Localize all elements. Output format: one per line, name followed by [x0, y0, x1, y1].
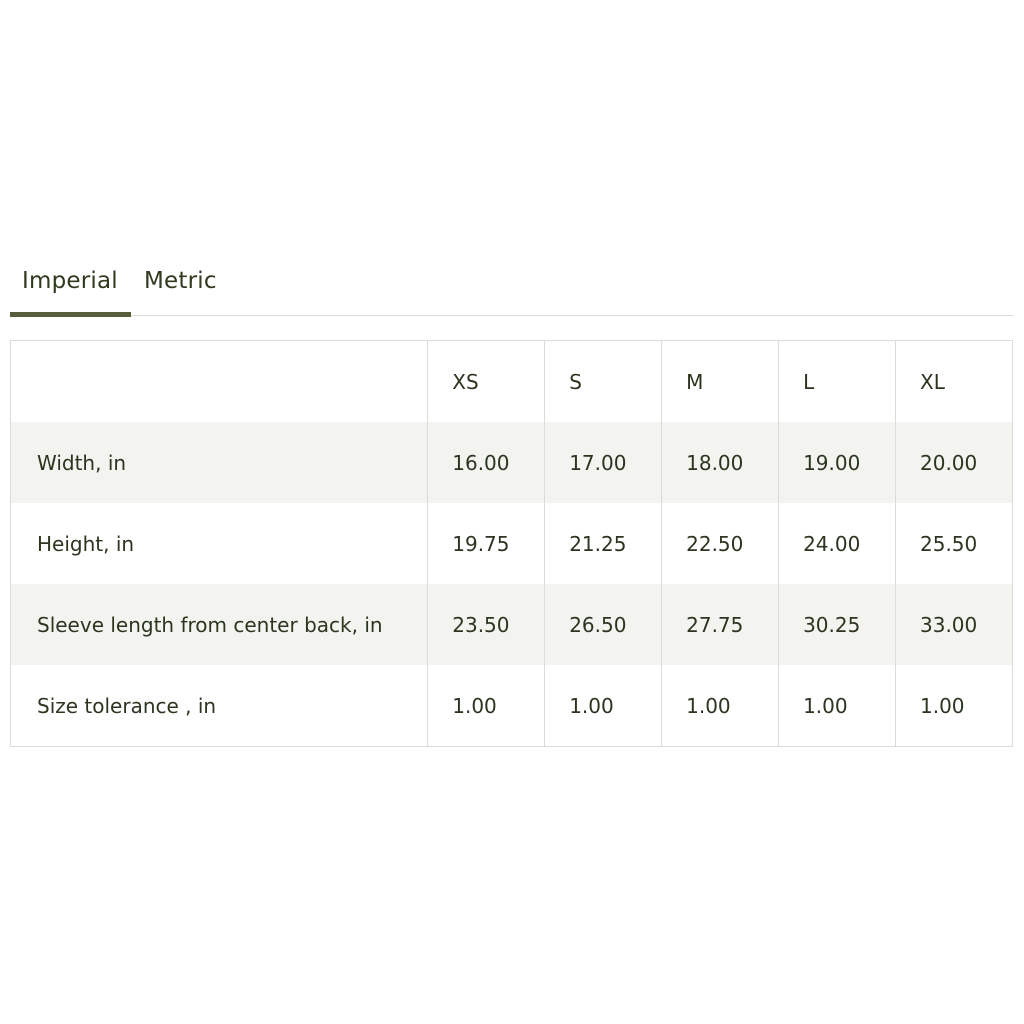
row-label: Width, in	[11, 422, 428, 503]
row-label: Size tolerance , in	[37, 693, 217, 718]
cell-value: 33.00	[896, 584, 1013, 665]
cell-value: 1.00	[779, 665, 896, 747]
cell-value: 23.50	[428, 584, 545, 665]
table-row	[11, 422, 1013, 503]
active-tab-indicator	[10, 312, 131, 317]
cell-value: 19.00	[779, 422, 896, 503]
cell-value: 16.00	[428, 422, 545, 503]
size-header-m: M	[662, 341, 779, 423]
cell-value: 19.75	[428, 503, 545, 584]
cell-value: 1.00	[662, 665, 779, 747]
cell-value: 1.00	[545, 665, 662, 747]
table-row	[11, 503, 1013, 584]
cell-value: 21.25	[545, 503, 662, 584]
cell-value: 1.00	[428, 665, 545, 747]
table-row	[11, 665, 1013, 747]
size-header-xl: XL	[896, 341, 1013, 423]
size-header-l: L	[779, 341, 896, 423]
cell-value: 26.50	[545, 584, 662, 665]
table-row	[11, 584, 1013, 665]
cell-value: 18.00	[662, 422, 779, 503]
header-corner-cell	[11, 341, 428, 423]
cell-value: 1.00	[896, 665, 1013, 747]
cell-value: 20.00	[896, 422, 1013, 503]
cell-value: 30.25	[779, 584, 896, 665]
size-header-xs: XS	[428, 341, 545, 423]
row-label: Height, in	[37, 531, 135, 556]
cell-value: 25.50	[896, 503, 1013, 584]
cell-value: 17.00	[545, 422, 662, 503]
cell-value: 24.00	[779, 503, 896, 584]
size-table	[10, 340, 1013, 747]
size-guide	[10, 262, 1013, 718]
tab-imperial[interactable]: Imperial	[22, 268, 118, 294]
table-header-row	[11, 341, 1013, 423]
unit-tabs	[10, 262, 1013, 316]
size-header-s: S	[545, 341, 662, 423]
cell-value: 27.75	[662, 584, 779, 665]
cell-value: 22.50	[662, 503, 779, 584]
tab-metric[interactable]: Metric	[144, 268, 217, 294]
row-label: Sleeve length from center back, in	[11, 584, 428, 665]
